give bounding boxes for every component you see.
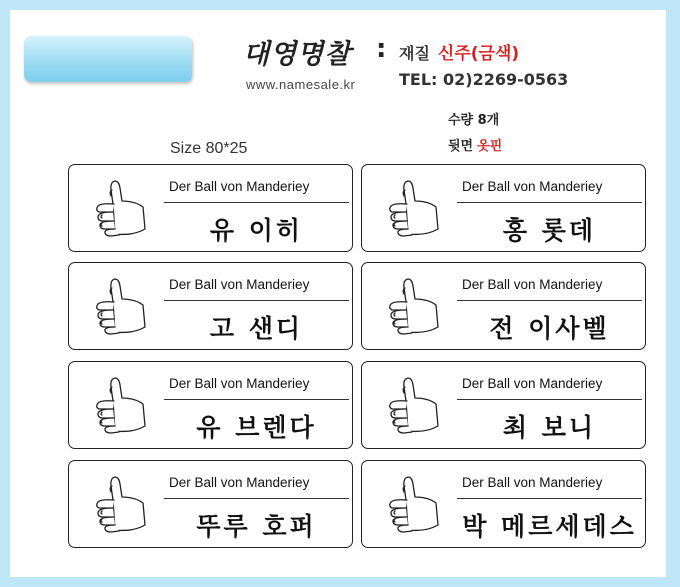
label-title: Der Ball von Manderiey bbox=[169, 179, 310, 194]
label-divider bbox=[164, 498, 349, 499]
label-title: Der Ball von Manderiey bbox=[462, 277, 603, 292]
logo-colon: : bbox=[376, 34, 387, 64]
decorative-ribbon bbox=[24, 36, 192, 82]
name-label-5 bbox=[68, 361, 353, 449]
label-name: 유 이히 bbox=[209, 216, 304, 245]
label-title: Der Ball von Manderiey bbox=[462, 475, 603, 490]
label-name: 홍 롯데 bbox=[502, 216, 597, 245]
phone-number: TEL: 02)2269-0563 bbox=[399, 70, 569, 89]
label-title: Der Ball von Manderiey bbox=[462, 376, 603, 391]
material-info bbox=[399, 39, 519, 64]
thumbs-up-icon bbox=[81, 470, 153, 540]
material-label: 재질 bbox=[399, 44, 430, 63]
thumbs-up-icon bbox=[374, 470, 446, 540]
name-label-3 bbox=[68, 262, 353, 350]
name-label-4 bbox=[361, 262, 646, 350]
label-title: Der Ball von Manderiey bbox=[169, 475, 310, 490]
thumbs-up-icon bbox=[81, 371, 153, 441]
label-title: Der Ball von Manderiey bbox=[169, 277, 310, 292]
thumbs-up-icon bbox=[374, 371, 446, 441]
thumbs-up-icon bbox=[81, 272, 153, 342]
label-name: 전 이사벨 bbox=[489, 314, 610, 343]
label-name: 뚜루 호퍼 bbox=[196, 512, 317, 541]
label-divider bbox=[457, 399, 642, 400]
label-title: Der Ball von Manderiey bbox=[462, 179, 603, 194]
website-link[interactable]: www.namesale.kr bbox=[246, 77, 356, 92]
back-info bbox=[448, 135, 502, 154]
back-label: 뒷면 bbox=[448, 139, 474, 154]
back-value: 옷핀 bbox=[477, 139, 503, 154]
name-label-8 bbox=[361, 460, 646, 548]
label-divider bbox=[164, 399, 349, 400]
brand-logo: 대영명찰 bbox=[243, 39, 352, 70]
label-divider bbox=[457, 202, 642, 203]
name-label-6 bbox=[361, 361, 646, 449]
name-label-1 bbox=[68, 164, 353, 252]
quantity-info: 수량 8개 bbox=[448, 113, 500, 128]
label-divider bbox=[164, 202, 349, 203]
label-divider bbox=[164, 300, 349, 301]
name-label-7 bbox=[68, 460, 353, 548]
thumbs-up-icon bbox=[374, 272, 446, 342]
label-name: 박 메르세데스 bbox=[462, 512, 637, 541]
label-divider bbox=[457, 300, 642, 301]
material-value: 신주(금색) bbox=[437, 44, 520, 64]
thumbs-up-icon bbox=[374, 174, 446, 244]
name-label-2 bbox=[361, 164, 646, 252]
label-title: Der Ball von Manderiey bbox=[169, 376, 310, 391]
thumbs-up-icon bbox=[81, 174, 153, 244]
label-name: 최 보니 bbox=[502, 413, 597, 442]
label-name: 고 샌디 bbox=[209, 314, 304, 343]
label-divider bbox=[457, 498, 642, 499]
size-info: Size 80*25 bbox=[170, 140, 248, 157]
label-name: 유 브렌다 bbox=[196, 413, 317, 442]
